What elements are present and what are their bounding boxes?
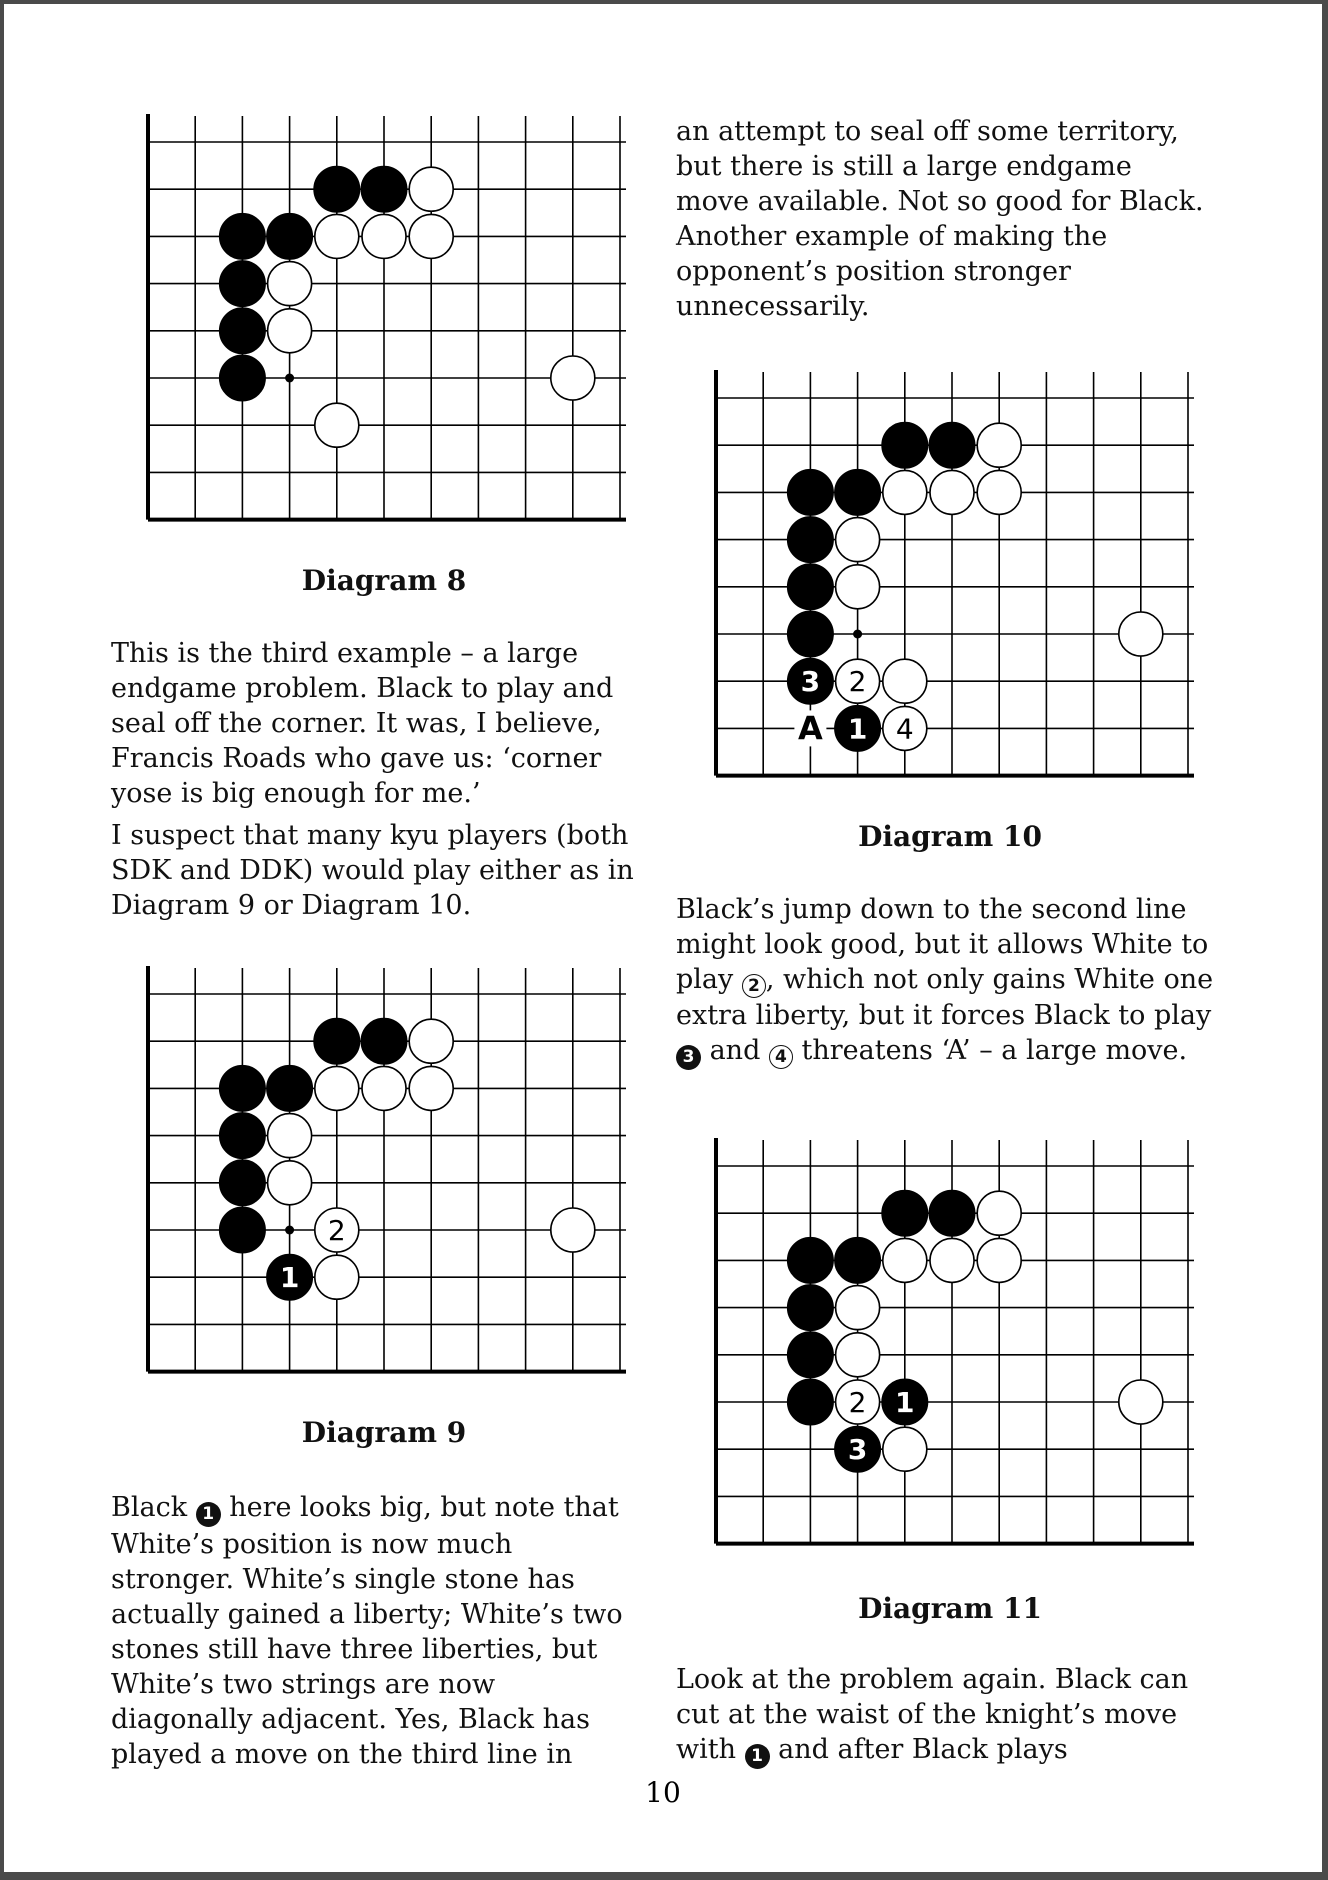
black-stone <box>219 261 265 307</box>
d9-text-a: Black <box>111 1492 196 1523</box>
black-stone <box>929 422 975 468</box>
paragraph-diagram-11-explanation <box>676 1662 1211 1769</box>
white-stone <box>883 470 927 514</box>
white-stone <box>409 1066 453 1110</box>
white-stone <box>977 423 1021 467</box>
white-stone <box>315 1066 359 1110</box>
black-stone <box>787 564 833 610</box>
inline-black-stone-1b: 1 <box>745 1744 770 1769</box>
black-stone <box>787 1285 833 1331</box>
stone-move-number: 3 <box>800 665 821 699</box>
white-stone <box>930 1238 974 1282</box>
white-stone <box>315 403 359 447</box>
white-stone <box>268 1114 312 1158</box>
board-letter-marker: A <box>798 709 823 748</box>
stone-move-number: 1 <box>895 1386 915 1419</box>
hoshi-point <box>285 374 294 383</box>
inline-white-stone-4: 4 <box>769 1045 793 1069</box>
diagram-11-caption: Diagram 11 <box>858 1592 1042 1625</box>
go-board-diagram-8 <box>142 114 650 524</box>
stone-move-number: 2 <box>848 665 867 699</box>
hoshi-point <box>853 630 862 639</box>
diagram-9-caption: Diagram 9 <box>301 1416 467 1449</box>
black-stone <box>787 1237 833 1283</box>
black-stone <box>219 213 265 259</box>
paragraph-third-example <box>111 636 641 811</box>
paragraph-third-example-text: This is the third example – a large endgame problem. Black to play and seal off the corner. It was, I believe, Francis Roads who gave us: ‘corner yose is big enough for me.’ <box>111 638 614 809</box>
white-stone <box>977 470 1021 514</box>
paragraph-continued-top-text: an attempt to seal off some territory, but there is still a large endgame move available. Not so good for Black. Another example of making the opponent’s position stronger unnecessarily. <box>676 116 1204 322</box>
black-stone <box>314 1018 360 1064</box>
d10-text-c: and <box>701 1035 769 1066</box>
inline-white-stone-2: 2 <box>742 974 766 998</box>
white-stone <box>883 1238 927 1282</box>
stone-move-number: 2 <box>848 1386 867 1419</box>
black-stone <box>929 1190 975 1236</box>
white-stone <box>409 167 453 211</box>
black-stone <box>787 1379 833 1425</box>
white-stone <box>409 214 453 258</box>
diagram-8-caption: Diagram 8 <box>301 564 467 597</box>
paragraph-diagram-10-explanation <box>676 892 1221 1070</box>
stone-move-number: 2 <box>327 1214 346 1247</box>
white-stone <box>551 356 595 400</box>
d10-text-a: Black’s jump down to the second line might look good, but it allows White to play <box>676 894 1209 995</box>
white-stone <box>883 1427 927 1471</box>
white-stone <box>883 659 927 703</box>
black-stone <box>219 355 265 401</box>
white-stone <box>268 262 312 306</box>
go-board-diagram-9 <box>142 966 650 1376</box>
white-stone <box>977 1191 1021 1235</box>
white-stone <box>268 309 312 353</box>
white-stone <box>1119 1380 1163 1424</box>
white-stone <box>1119 612 1163 656</box>
diagram-10-caption: Diagram 10 <box>858 820 1042 853</box>
white-stone <box>930 470 974 514</box>
d11-text-a: Look at the problem again. Black can cut at the waist of the knight’s move with <box>676 1664 1189 1765</box>
hoshi-point <box>285 1226 294 1235</box>
stone-move-number: 1 <box>847 712 868 746</box>
d11-text-b: and after Black plays <box>769 1734 1068 1765</box>
inline-black-stone-3: 3 <box>676 1045 701 1070</box>
white-stone <box>836 1333 880 1377</box>
go-board-diagram-11 <box>710 1138 1218 1548</box>
stone-move-number: 3 <box>847 1433 868 1467</box>
d10-text-d: threatens ‘A’ – a large move. <box>792 1035 1188 1066</box>
white-stone <box>977 1238 1021 1282</box>
black-stone <box>314 166 360 212</box>
paragraph-kyu-players <box>111 818 656 923</box>
stone-move-number: 1 <box>279 1261 300 1295</box>
black-stone <box>219 1160 265 1206</box>
black-stone <box>219 1207 265 1253</box>
black-stone <box>787 1332 833 1378</box>
white-stone <box>362 1066 406 1110</box>
black-stone <box>361 1018 407 1064</box>
black-stone <box>787 611 833 657</box>
d9-text-b: here looks big, but note that White’s position is now much stronger. White’s single stone has actually gained a liberty; White’s two stones still have three liberties, but White’s two strings are now diagonally adjacent. Yes, Black has played a move on the third line in <box>111 1492 623 1770</box>
black-stone <box>219 308 265 354</box>
white-stone <box>836 1286 880 1330</box>
black-stone <box>219 1113 265 1159</box>
black-stone <box>787 469 833 515</box>
black-stone <box>835 469 881 515</box>
black-stone <box>267 1065 313 1111</box>
white-stone <box>268 1161 312 1205</box>
white-stone <box>836 518 880 562</box>
stone-move-number: 4 <box>895 712 914 746</box>
page <box>4 4 1322 1872</box>
white-stone <box>551 1208 595 1252</box>
black-stone <box>361 166 407 212</box>
black-stone <box>219 1065 265 1111</box>
black-stone <box>267 213 313 259</box>
black-stone <box>787 517 833 563</box>
white-stone <box>836 565 880 609</box>
page-number: 10 <box>645 1776 681 1809</box>
white-stone <box>362 214 406 258</box>
go-board-diagram-10 <box>710 370 1218 780</box>
inline-black-stone-1: 1 <box>196 1502 221 1527</box>
paragraph-diagram-9-explanation <box>111 1490 641 1772</box>
d10-text-b: , which not only gains White one extra liberty, but it forces Black to play <box>676 964 1214 1031</box>
white-stone <box>315 1255 359 1299</box>
paragraph-kyu-players-text: I suspect that many kyu players (both SDK and DDK) would play either as in Diagram 9 or Diagram 10. <box>111 820 634 921</box>
white-stone <box>409 1019 453 1063</box>
black-stone <box>835 1237 881 1283</box>
paragraph-continued-top <box>676 114 1211 324</box>
black-stone <box>882 1190 928 1236</box>
white-stone <box>315 214 359 258</box>
black-stone <box>882 422 928 468</box>
